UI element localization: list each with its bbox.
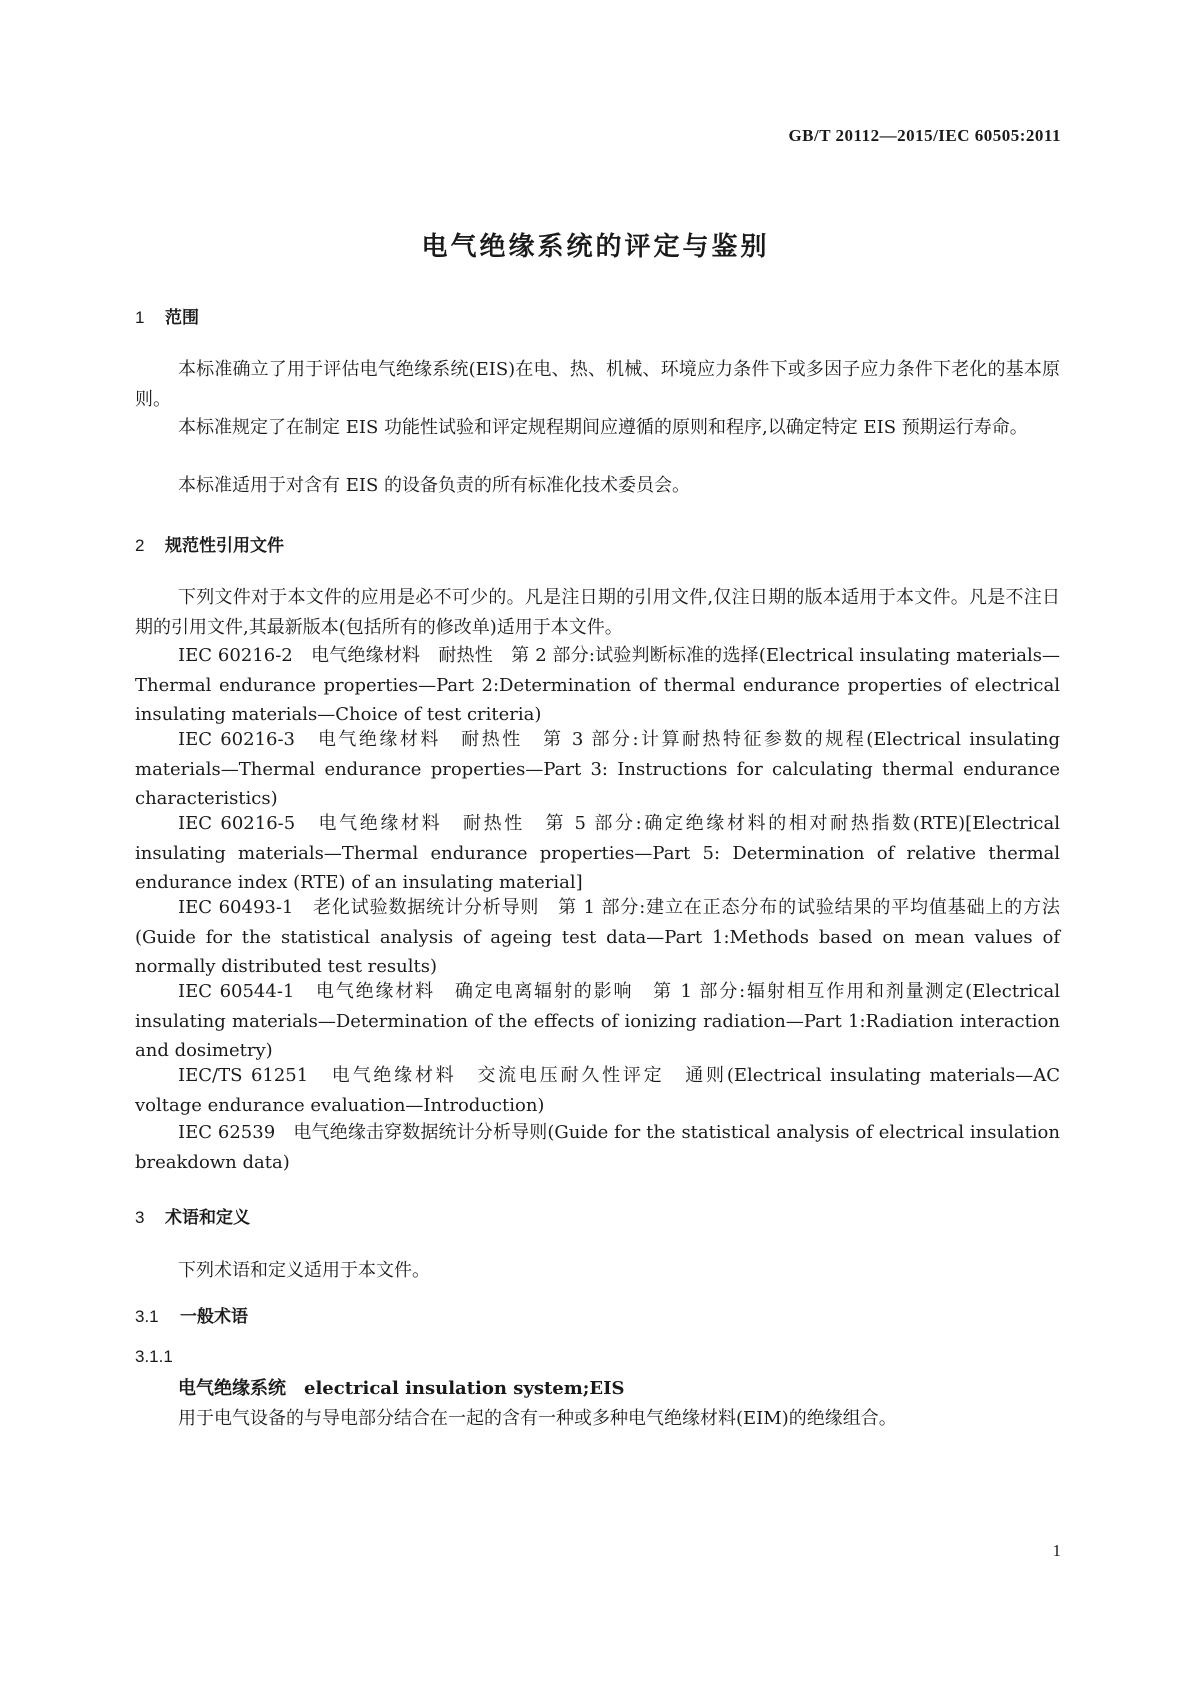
normative-reference: IEC 60216-2 电气绝缘材料 耐热性 第 2 部分:试验判断标准的选择(Electrical insulating materials—Thermal endurance properties—Part 2:Determination of thermal endurance properties of electrical insulating materials—Choice of test criteria): [135, 645, 1060, 725]
section-title: 术语和定义: [165, 1208, 250, 1228]
section-title: 规范性引用文件: [165, 536, 284, 556]
term-definition: 用于电气设备的与导电部分结合在一起的含有一种或多种电气绝缘材料(EIM)的绝缘组合。: [178, 1408, 897, 1429]
paragraph: 本标准确立了用于评估电气绝缘系统(EIS)在电、热、机械、环境应力条件下或多因子应力条件下老化的基本原则。: [135, 359, 1060, 410]
subsection-title: 一般术语: [180, 1307, 248, 1327]
subsection-number: 3.1: [135, 1307, 159, 1326]
normative-reference: IEC 60216-5 电气绝缘材料 耐热性 第 5 部分:确定绝缘材料的相对耐热指数(RTE)[Electrical insulating materials—Thermal endurance properties—Part 5: Determination of relative thermal endurance index (RTE) of an insulating material]: [135, 813, 1060, 893]
term-name: 电气绝缘系统 electrical insulation system;EIS: [178, 1378, 625, 1399]
normative-reference: IEC 60544-1 电气绝缘材料 确定电离辐射的影响 第 1 部分:辐射相互作用和剂量测定(Electrical insulating materials—Determination of the effects of ionizing radiation—Part 1:Radiation interaction and dosimetry): [135, 981, 1060, 1061]
subsection-3-1-heading: [135, 1302, 248, 1327]
paragraph: 本标准适用于对含有 EIS 的设备负责的所有标准化技术委员会。: [178, 475, 691, 496]
section-title: 范围: [165, 308, 199, 328]
paragraph: 下列术语和定义适用于本文件。: [178, 1260, 430, 1281]
normative-reference: IEC 60493-1 老化试验数据统计分析导则 第 1 部分:建立在正态分布的试验结果的平均值基础上的方法(Guide for the statistical analysis of ageing test data—Part 1:Methods based on mean values of normally distributed test results): [135, 897, 1060, 977]
standard-number-header: GB/T 20112—2015/IEC 60505:2011: [788, 126, 1061, 145]
term-number: 3.1.1: [135, 1347, 173, 1366]
document-title: 电气绝缘系统的评定与鉴别: [421, 232, 770, 262]
normative-reference: IEC 60216-3 电气绝缘材料 耐热性 第 3 部分:计算耐热特征参数的规程(Electrical insulating materials—Thermal endurance properties—Part 3: Instructions for calculating thermal endurance characteristics): [135, 729, 1060, 809]
normative-reference: IEC 62539 电气绝缘击穿数据统计分析导则(Guide for the statistical analysis of electrical insulation breakdown data): [135, 1122, 1060, 1173]
section-number: 2: [135, 536, 145, 555]
section-number: 3: [135, 1208, 145, 1227]
page-number: 1: [1052, 1541, 1061, 1560]
section-3-heading: [135, 1203, 250, 1228]
paragraph: 本标准规定了在制定 EIS 功能性试验和评定规程期间应遵循的原则和程序,以确定特定 EIS 预期运行寿命。: [178, 417, 1028, 438]
section-1-heading: [135, 303, 199, 328]
paragraph: 下列文件对于本文件的应用是必不可少的。凡是注日期的引用文件,仅注日期的版本适用于本文件。凡是不注日期的引用文件,其最新版本(包括所有的修改单)适用于本文件。: [135, 587, 1060, 638]
section-number: 1: [135, 308, 145, 327]
section-2-heading: [135, 531, 284, 556]
normative-reference: IEC/TS 61251 电气绝缘材料 交流电压耐久性评定 通则(Electrical insulating materials—AC voltage endurance evaluation—Introduction): [135, 1065, 1060, 1116]
